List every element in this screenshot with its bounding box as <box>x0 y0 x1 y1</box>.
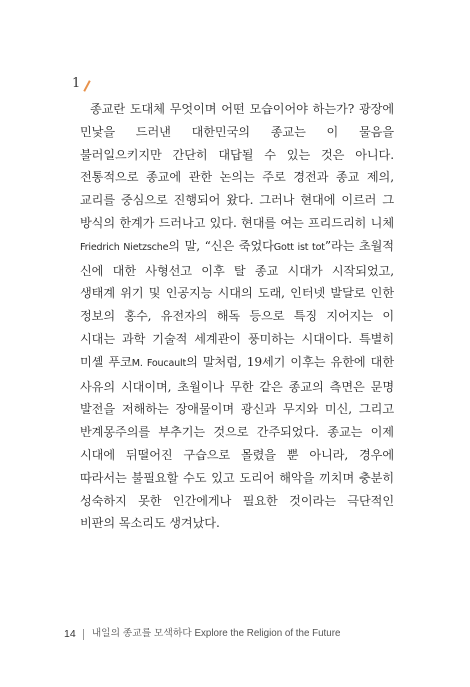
section-number: 1 <box>72 76 81 91</box>
footer-divider <box>83 629 84 640</box>
text-segment-2: 의 말, “신은 죽었다 <box>168 238 274 253</box>
paragraph <box>80 98 394 535</box>
page-number: 14 <box>64 628 76 640</box>
text-segment-3: ”라는 초월적 신에 대한 사형선고 이후 탈 종교 시대가 시작되었고, 생태계 위기 및 인공지능 시대의 도래, 인터넷 발달로 인한 정보의 홍수, 유전자의 해독 등으로 특징 지어지는 이 시대는 과학 기술적 세계관이 풍미하는 시대이다. 특별히 미셸 푸코 <box>80 238 394 369</box>
text-segment-4: 의 말처럼, 19세기 이후는 유한에 대한 사유의 시대이며, 초월이나 무한 같은 종교의 측면은 문명 발전을 저해하는 장애물이며 광신과 무지와 미신, 그리고 반계몽주의를 부추기는 것으로 간주되었다. 종교는 이제 시대에 뒤떨어진 구습으로 몰렸을 뿐 아니라, 경우에 따라서는 불필요할 수도 있고 도리어 해악을 끼치며 충분히 성숙하지 못한 인간에게나 필요한 것이라는 극단적인 비판의 목소리도 생겨났다. <box>80 354 394 531</box>
page-footer <box>64 627 340 641</box>
body-paragraph <box>80 98 394 535</box>
text-segment-1: 종교란 도대체 무엇이며 어떤 모습이어야 하는가? 광장에 민낯을 드러낸 대한민국의 종교는 이 물음을 불러일으키지만 간단히 대답될 수 있는 것은 아니다. 전통적으로 종교에 관한 논의는 주로 경전과 종교 제의, 교리를 중심으로 진행되어 왔다. 그러나 현대에 이르러 그 방식의 한계가 드러나고 있다. 현대를 여는 프리드리히 니체 <box>80 102 394 230</box>
foucault-name: M. Foucault <box>131 357 187 369</box>
section-marker <box>72 76 88 92</box>
nietzsche-name: Friedrich Nietzsche <box>80 241 169 253</box>
german-quote: Gott ist tot <box>273 241 325 253</box>
section-slash-ornament <box>84 80 91 92</box>
book-title: 내일의 종교를 모색하다 Explore the Religion of the Future <box>91 628 341 639</box>
